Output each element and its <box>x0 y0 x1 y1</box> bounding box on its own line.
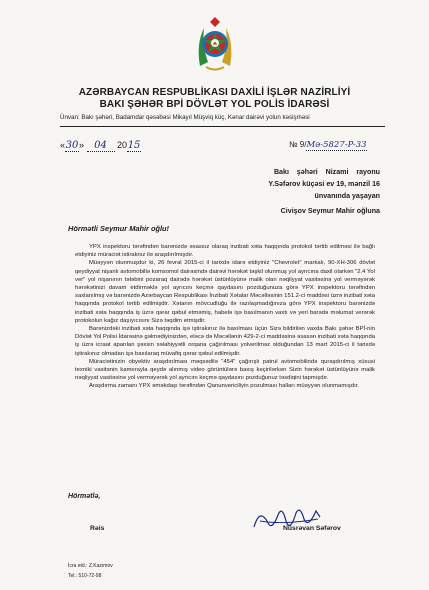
date-year-prefix: 20 <box>117 140 128 150</box>
greeting: Hörmətli Seymur Mahir oğlu! <box>68 224 170 233</box>
executor-block <box>68 561 113 581</box>
date-year-suffix: 15 <box>127 140 141 151</box>
recipient-line-3: ünvanında yaşayan <box>314 191 380 200</box>
paragraph: Araşdırma zamanı YPX əməkdaşı tərəfindən Qanunvericiliyin pozulması halları müəyyən olunmamışdır. <box>89 383 360 390</box>
signatory-name: Nüsrəvan Səfərov <box>283 525 341 532</box>
paragraph: Müraciətinizin obyektiv araşdırılması məqsədilə "454" çağırışlı patrul avtomobilində quraşdırılmış xüsusi texniki vasitənin kamerayla qeydə alınmış video görüntülərə baxış keçirilərkən Sizin hərəkət üstünlüyünə malik nəqliyyat vasitəsinə yol verməyərək yol ayrıcını keçmə qaydasını pozduğunuz təsdiqini tapmışdır. <box>75 358 375 382</box>
paragraph: YPX inspektoru tərəfindən barənizdə əsassız olaraq inzibati xəta haqqında protokol tərtib edilməsi ilə bağlı etdiyiniz müraciət istiraknız ilə araşdırılmışdır. <box>75 244 375 259</box>
recipient-block <box>268 167 380 218</box>
letter-body <box>75 243 375 391</box>
department-title: BAKI ŞƏHƏR BPİ DÖVLƏT YOL POLİS İDARƏSİ <box>99 99 330 110</box>
address-text: Ünvan: Bakı şəhəri, Badamdar qəsəbəsi Mikayıl Müşviq küç, Kənar dairəvi yolun kəsişməsi <box>60 114 310 121</box>
executor-name: İcra etd.: Z.Kazımov <box>68 563 113 569</box>
paragraph: Müəyyən olunmuşdur ki, 26 fevral 2015-ci il tarixdə idarə etdiyiniz "Chevrolet" markalı, 90-XH-306 dövlət qeydiyyat nişanlı avtomobillə komsomol dairəsində dairəvi hərəkət təşkil olunmuş yol ayrıcına daxil olarkən "2.4 Yol ver" yol nişanının tələbini pozaraq dairədə hərəkət üstünlüyünə malik olan nəqliyyat vasitəsinə yol verməyərək hərəkətinizi davam etdirməklə yol ayrıcını keçmə qaydasını pozduğunuza görə YPX inspektoru tərəfindən saxlanılmış və barənizdə Azərbaycan Respublikası İnzibati Xətalar Məcəlləsinin 151.2-ci maddəsi üzrə inzibati xəta haqqında protokol tərtib edilmişdir. Xətanın mövcudluğu ilə razılaşmadığınıza görə YPX inspektoru barənizdə inzibati xəta haqqında iş üzrə qərar qəbul etməmiş, habelə işə baxılmanın vaxtı və yeri barədə məlumat verərək protokolun kağız daşıyıcısını Sizə təqdim etmişdir. <box>75 260 375 324</box>
recipient-line-1: Bakı şəhəri Nizami rayonu <box>273 168 380 176</box>
document-number-prefix: № 9/ <box>289 140 307 149</box>
recipient-line-2: Y.Səfərov küçəsi ev 19, mənzil 16 <box>268 179 380 188</box>
executor-phone: Tel.: 510-72-98 <box>68 573 102 579</box>
date-line: «30» 04 2015 <box>60 140 141 151</box>
document-number-line <box>289 140 367 151</box>
date-day: 30 <box>65 140 79 151</box>
address-line <box>60 113 385 127</box>
recipient-line-4: Civişov Seymur Mahir oğluna <box>280 207 380 216</box>
azerbaijan-state-emblem <box>194 14 236 74</box>
ministry-title: AZƏRBAYCAN RESPUBLİKASI DAXİLİ İŞLƏR NAZİRLİYİ <box>78 87 351 98</box>
signatory-title: Rəis <box>90 525 105 532</box>
paragraph: Barənizdəki inzibati xəta haqqında işə iştirakınız ilə baxılması üçün Sizə bildirilən vaxda Bakı şəhər BPİ-nin Dövlət Yol Polisi İdarəsinə gəlmədiyinizdən, eləcə də Məcəllənin 429-2-ci maddəsinə əsasən inzibati xəta haqqında iş üzrə icraat aparılan şəxsin səlahiyyətli orqana çağırılması yolverilməz olduğundan 13 mart 2015-ci il tarixdə iştirakınız olmadan işə baxılaraq müvafiq qərar qəbul edilmişdir. <box>75 326 375 357</box>
date-month: 04 <box>87 140 115 152</box>
closing: Hörmətlə, <box>68 493 101 500</box>
document-number: Mə-5827-P-33 <box>306 140 367 150</box>
